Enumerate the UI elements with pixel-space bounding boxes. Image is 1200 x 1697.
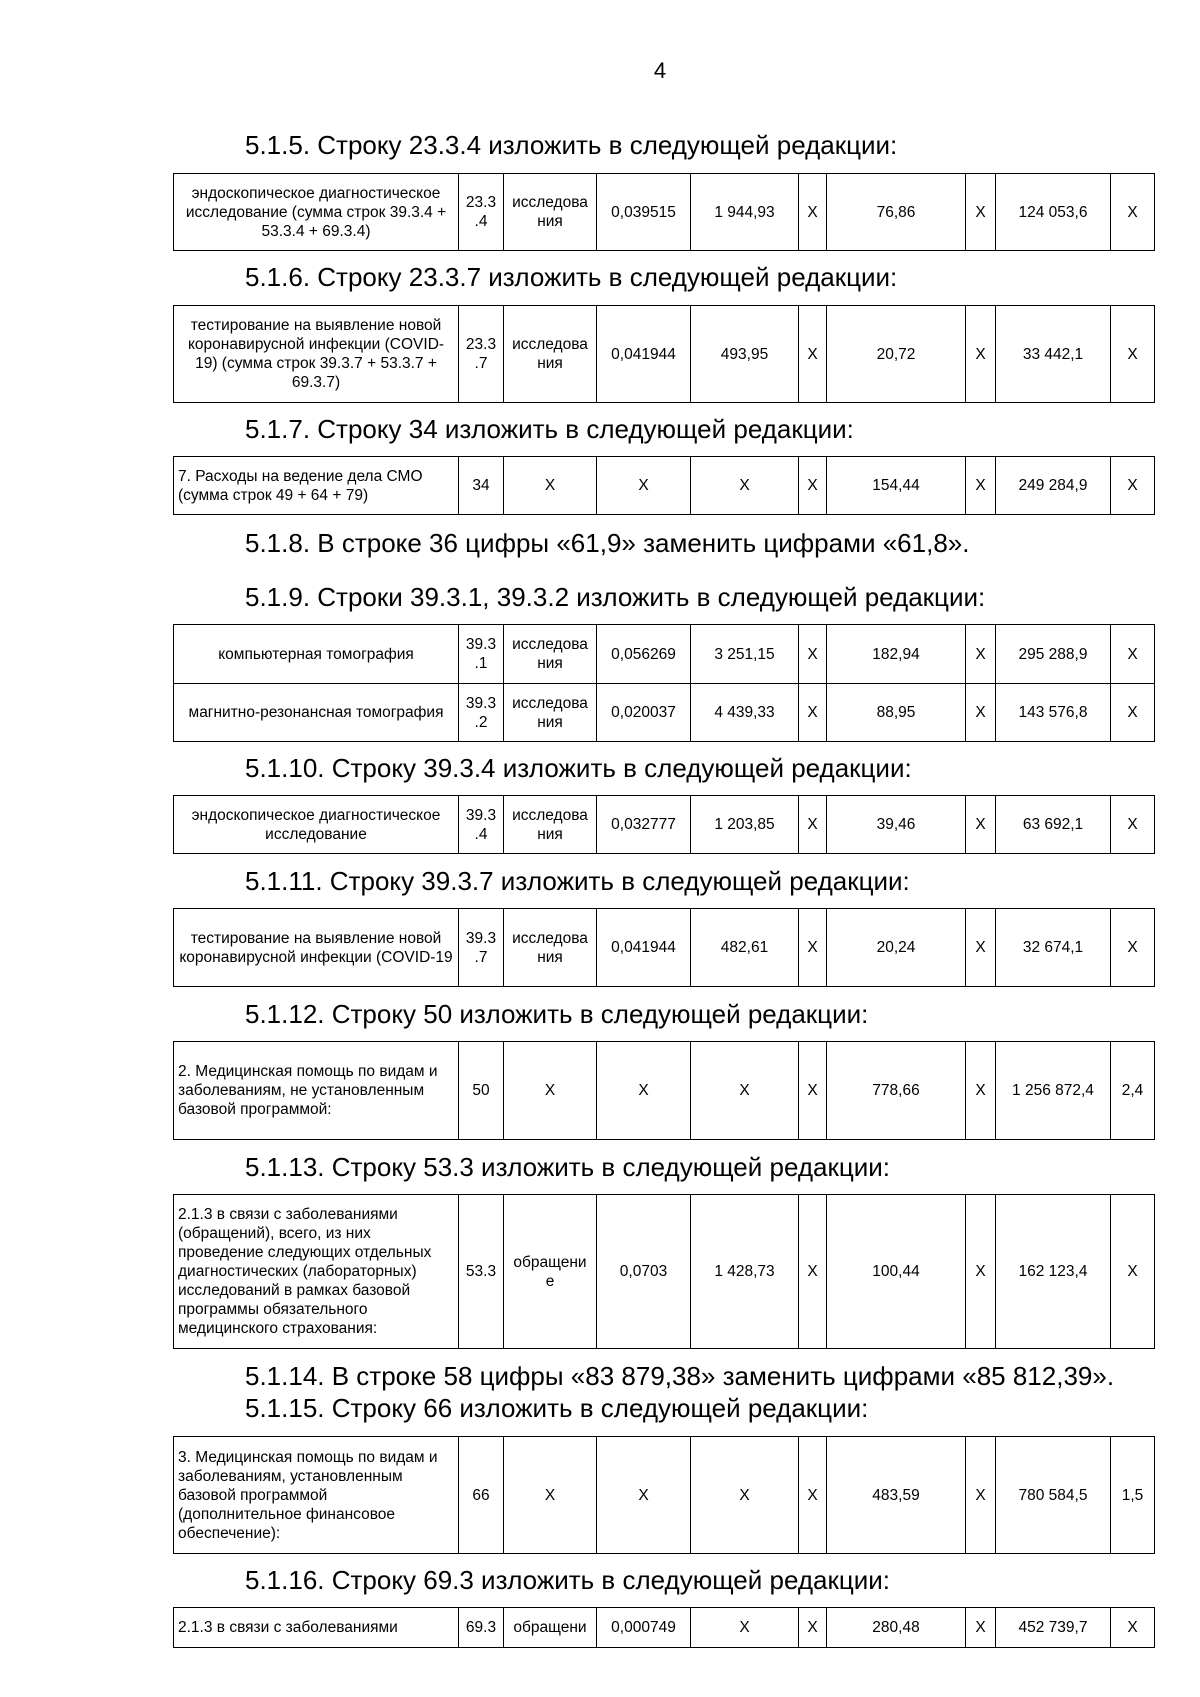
share-cell: Х [1111,909,1155,987]
unit-cell: Х [504,1042,597,1140]
section-heading-5-1-5: 5.1.5. Строку 23.3.4 изложить в следующей редакции: [245,130,898,160]
volume-norm-cell: 0,020037 [597,684,691,742]
row-name-cell: 2.1.3 в связи с заболеваниями [174,1608,459,1648]
unit-cell: обращени е [504,1195,597,1349]
value-cell: Х [966,1608,996,1648]
unit-cell: исследова ния [504,909,597,987]
share-cell: 1,5 [1111,1437,1155,1554]
unit-cost-cell: Х [691,1042,799,1140]
per-capita-cell: 483,59 [827,1437,966,1554]
section-heading-5-1-14: 5.1.14. В строке 58 цифры «83 879,38» заменить цифрами «85 812,39». [245,1361,1115,1391]
unit-cell: Х [504,457,597,515]
page-number: 4 [653,58,667,83]
unit-cost-cell: 1 203,85 [691,796,799,854]
table-row [174,1437,1155,1554]
value-cell: Х [966,684,996,742]
section-heading-5-1-6: 5.1.6. Строку 23.3.7 изложить в следующей редакции: [245,262,898,292]
value-cell: Х [799,457,827,515]
table-row [174,457,1155,515]
table-row [174,1042,1155,1140]
share-cell: Х [1111,1608,1155,1648]
table-row [174,306,1155,403]
share-cell: 2,4 [1111,1042,1155,1140]
per-capita-cell: 20,72 [827,306,966,403]
table-row [174,174,1155,251]
unit-cell: исследова ния [504,796,597,854]
unit-cell: исследова ния [504,306,597,403]
row-number-cell: 50 [459,1042,504,1140]
row-name-cell: тестирование на выявление новой коронавирусной инфекции (COVID-19 [174,909,459,987]
row-name-cell: 2.1.3 в связи с заболеваниями (обращений), всего, из них проведение следующих отдельных диагностических (лабораторных) исследований в рамках базовой программы обязательного медицинского страхования: [174,1195,459,1349]
row-name-cell: 3. Медицинская помощь по видам и заболеваниям, установленным базовой программой (дополнительное финансовое обеспечение): [174,1437,459,1554]
volume-norm-cell: 0,000749 [597,1608,691,1648]
value-cell: Х [966,796,996,854]
section-heading-5-1-7: 5.1.7. Строку 34 изложить в следующей редакции: [245,414,854,444]
unit-cost-cell: 3 251,15 [691,625,799,684]
volume-norm-cell: 0,041944 [597,909,691,987]
row-number-cell: 53.3 [459,1195,504,1349]
total-cost-cell: 63 692,1 [996,796,1111,854]
row-number-cell: 39.3 .7 [459,909,504,987]
volume-norm-cell: Х [597,457,691,515]
share-cell: Х [1111,625,1155,684]
per-capita-cell: 20,24 [827,909,966,987]
unit-cost-cell: 482,61 [691,909,799,987]
per-capita-cell: 280,48 [827,1608,966,1648]
table-row [174,909,1155,987]
volume-norm-cell: 0,0703 [597,1195,691,1349]
unit-cost-cell: Х [691,1608,799,1648]
section-heading-5-1-12: 5.1.12. Строку 50 изложить в следующей редакции: [245,999,869,1029]
row-number-cell: 39.3 .2 [459,684,504,742]
value-cell: Х [966,625,996,684]
total-cost-cell: 162 123,4 [996,1195,1111,1349]
row-table-23-3-7 [173,305,1155,403]
section-heading-5-1-8: 5.1.8. В строке 36 цифры «61,9» заменить цифрами «61,8». [245,528,970,558]
section-heading-5-1-11: 5.1.11. Строку 39.3.7 изложить в следующей редакции: [245,866,910,896]
row-name-cell: тестирование на выявление новой коронавирусной инфекции (COVID-19) (сумма строк 39.3.7 + 53.3.7 + 69.3.7) [174,306,459,403]
row-table-50 [173,1041,1155,1140]
unit-cost-cell: 1 944,93 [691,174,799,251]
value-cell: Х [799,1195,827,1349]
row-number-cell: 23.3 .4 [459,174,504,251]
per-capita-cell: 39,46 [827,796,966,854]
per-capita-cell: 182,94 [827,625,966,684]
row-table-66 [173,1436,1155,1554]
unit-cell: обращени [504,1608,597,1648]
row-table-39-3-7 [173,908,1155,987]
row-name-cell: 2. Медицинская помощь по видам и заболеваниям, не установленным базовой программой: [174,1042,459,1140]
total-cost-cell: 124 053,6 [996,174,1111,251]
value-cell: Х [799,1042,827,1140]
row-table-23-3-4 [173,173,1155,251]
total-cost-cell: 452 739,7 [996,1608,1111,1648]
section-heading-5-1-9: 5.1.9. Строки 39.3.1, 39.3.2 изложить в следующей редакции: [245,582,986,612]
volume-norm-cell: 0,032777 [597,796,691,854]
unit-cost-cell: 493,95 [691,306,799,403]
section-heading-5-1-16: 5.1.16. Строку 69.3 изложить в следующей редакции: [245,1565,891,1595]
unit-cell: исследова ния [504,684,597,742]
volume-norm-cell: 0,039515 [597,174,691,251]
total-cost-cell: 33 442,1 [996,306,1111,403]
value-cell: Х [799,1437,827,1554]
per-capita-cell: 100,44 [827,1195,966,1349]
per-capita-cell: 76,86 [827,174,966,251]
row-number-cell: 34 [459,457,504,515]
volume-norm-cell: 0,056269 [597,625,691,684]
row-table-53-3 [173,1194,1155,1349]
share-cell: Х [1111,796,1155,854]
section-heading-5-1-10: 5.1.10. Строку 39.3.4 изложить в следующей редакции: [245,753,912,783]
value-cell: Х [799,909,827,987]
value-cell: Х [799,306,827,403]
table-row [174,796,1155,854]
value-cell: Х [966,457,996,515]
row-number-cell: 66 [459,1437,504,1554]
share-cell: Х [1111,457,1155,515]
row-table-39-3-1-39-3-2 [173,624,1155,742]
share-cell: Х [1111,306,1155,403]
table-row [174,684,1155,742]
unit-cost-cell: 1 428,73 [691,1195,799,1349]
value-cell: Х [966,1042,996,1140]
volume-norm-cell: Х [597,1437,691,1554]
value-cell: Х [799,796,827,854]
row-number-cell: 23.3 .7 [459,306,504,403]
value-cell: Х [799,625,827,684]
row-number-cell: 39.3 .1 [459,625,504,684]
share-cell: Х [1111,174,1155,251]
value-cell: Х [799,1608,827,1648]
row-number-cell: 39.3 .4 [459,796,504,854]
section-heading-5-1-15: 5.1.15. Строку 66 изложить в следующей редакции: [245,1393,869,1423]
value-cell: Х [966,1437,996,1554]
share-cell: Х [1111,684,1155,742]
value-cell: Х [966,174,996,251]
section-heading-5-1-13: 5.1.13. Строку 53.3 изложить в следующей редакции: [245,1152,891,1182]
share-cell: Х [1111,1195,1155,1349]
table-row [174,1195,1155,1349]
value-cell: Х [799,684,827,742]
unit-cost-cell: Х [691,1437,799,1554]
row-name-cell: магнитно-резонансная томография [174,684,459,742]
value-cell: Х [799,174,827,251]
table-row [174,625,1155,684]
row-name-cell: 7. Расходы на ведение дела СМО (сумма строк 49 + 64 + 79) [174,457,459,515]
volume-norm-cell: 0,041944 [597,306,691,403]
value-cell: Х [966,909,996,987]
unit-cell: Х [504,1437,597,1554]
total-cost-cell: 1 256 872,4 [996,1042,1111,1140]
per-capita-cell: 778,66 [827,1042,966,1140]
value-cell: Х [966,1195,996,1349]
total-cost-cell: 32 674,1 [996,909,1111,987]
value-cell: Х [966,306,996,403]
unit-cell: исследова ния [504,625,597,684]
total-cost-cell: 780 584,5 [996,1437,1111,1554]
total-cost-cell: 295 288,9 [996,625,1111,684]
unit-cost-cell: Х [691,457,799,515]
unit-cell: исследова ния [504,174,597,251]
row-table-69-3 [173,1607,1155,1648]
total-cost-cell: 249 284,9 [996,457,1111,515]
unit-cost-cell: 4 439,33 [691,684,799,742]
row-table-34 [173,456,1155,515]
table-row [174,1608,1155,1648]
row-table-39-3-4 [173,795,1155,854]
volume-norm-cell: Х [597,1042,691,1140]
per-capita-cell: 154,44 [827,457,966,515]
row-name-cell: компьютерная томография [174,625,459,684]
row-name-cell: эндоскопическое диагностическое исследование (сумма строк 39.3.4 + 53.3.4 + 69.3.4) [174,174,459,251]
per-capita-cell: 88,95 [827,684,966,742]
total-cost-cell: 143 576,8 [996,684,1111,742]
row-number-cell: 69.3 [459,1608,504,1648]
row-name-cell: эндоскопическое диагностическое исследование [174,796,459,854]
